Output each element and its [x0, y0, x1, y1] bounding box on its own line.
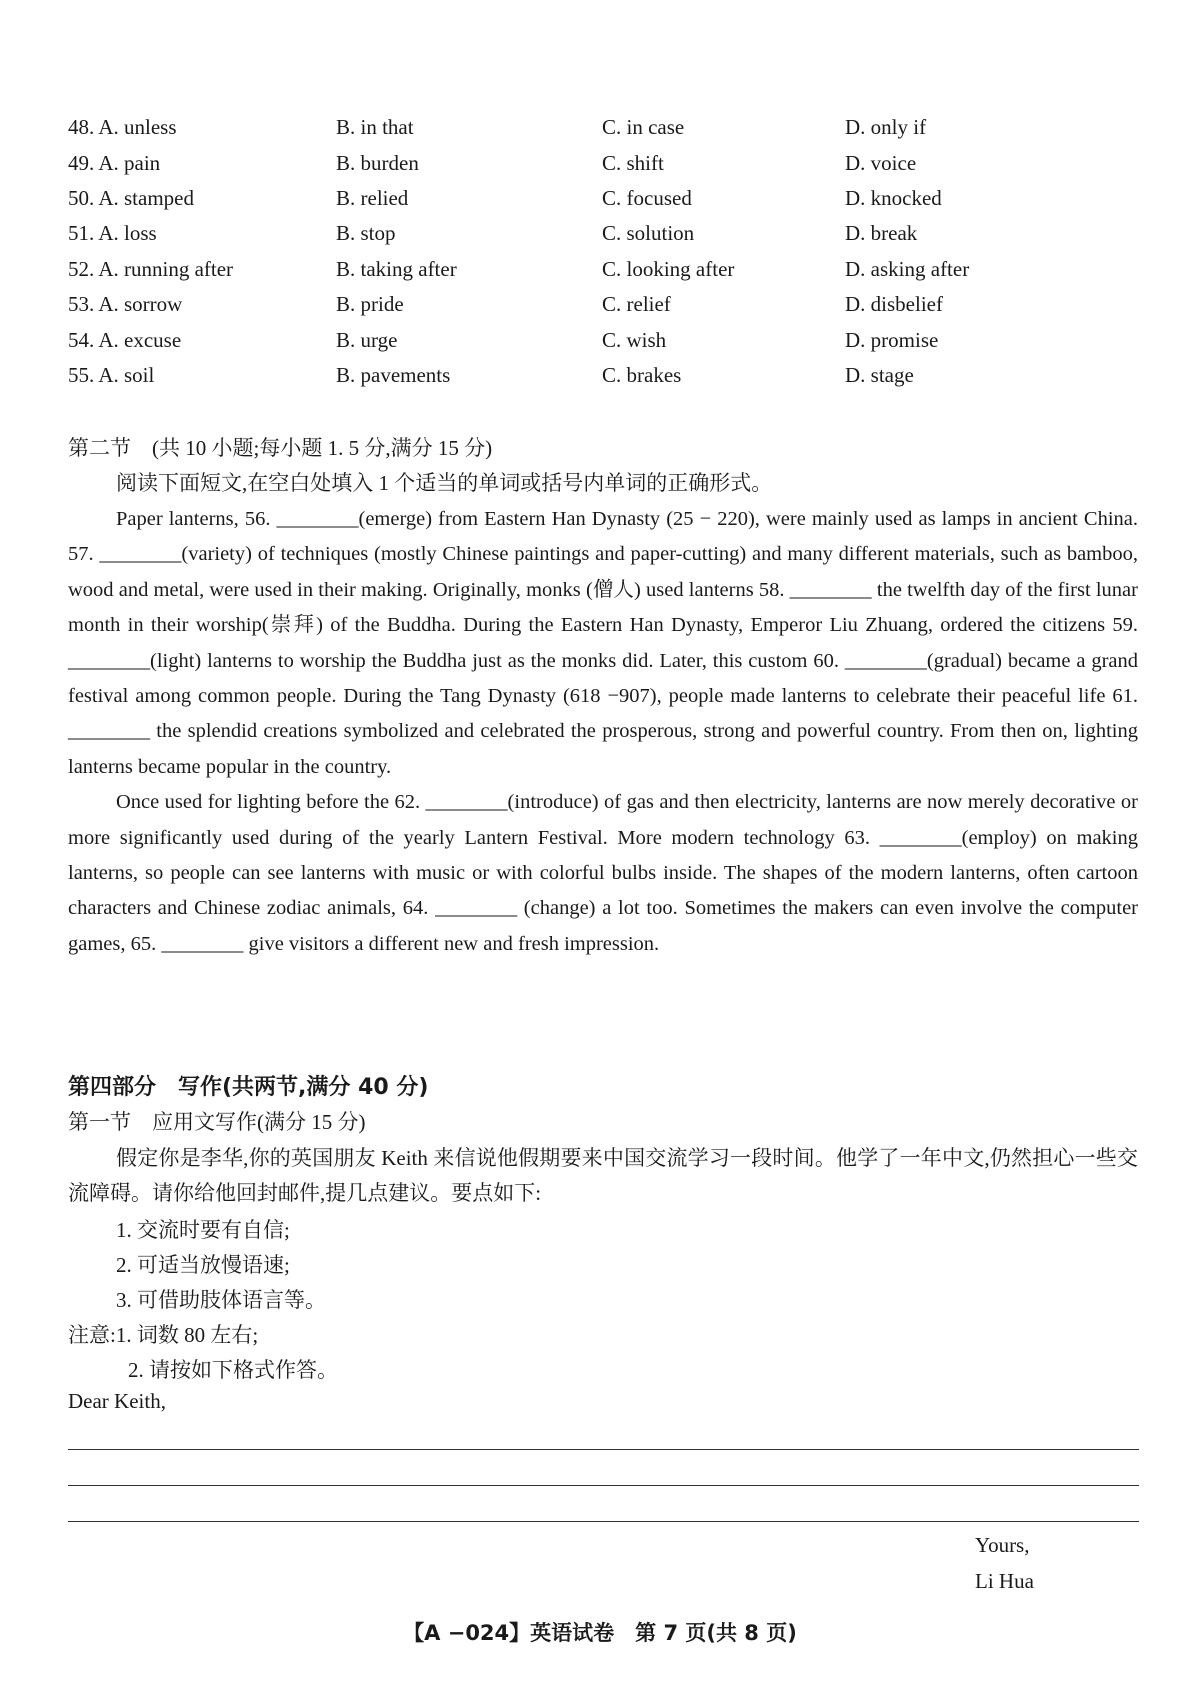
- letter-signature: Li Hua: [975, 1569, 1034, 1593]
- passage-paragraph-1: Paper lanterns, 56. ________(emerge) from Eastern Han Dynasty (25 − 220), were mainly used as lamps in ancient China. 57. ________(variety) of techniques (mostly Chinese paintings and paper-cutting) and many different materials, such as bamboo, wood and metal, were used in their making. Originally, monks (僧人) used lanterns 58. ________ the twelfth day of the first lunar month in their worship(崇拜) of the Buddha. During the Eastern Han Dynasty, Emperor Liu Zhuang, ordered the citizens 59. ________(light) lanterns to worship the Buddha just as the monks did. Later, this custom 60. ________(gradual) became a grand festival among common people. During the Tang Dynasty (618 −907), people made lanterns to celebrate their peaceful life 61. ________ the splendid creations symbolized and celebrated the prosperous, strong and powerful country. From then on, lighting lanterns became popular in the country.: [68, 508, 1138, 778]
- option-d: D. knocked: [845, 185, 942, 210]
- option-a: 54. A. excuse: [68, 327, 182, 352]
- section-2-heading: 第二节 (共 10 小题;每小题 1. 5 分,满分 15 分): [68, 436, 493, 460]
- option-d: D. asking after: [845, 256, 970, 281]
- option-d: D. voice: [845, 150, 917, 175]
- option-c: C. relief: [602, 292, 671, 317]
- letter-closing: Yours,: [975, 1533, 1030, 1557]
- option-b: B. relied: [336, 185, 409, 210]
- option-d: D. disbelief: [845, 292, 943, 317]
- option-d: D. promise: [845, 327, 939, 352]
- writing-prompt: 假定你是李华,你的英国朋友 Keith 来信说他假期要来中国交流学习一段时间。他学了一年中文,仍然担心一些交流障碍。请你给他回封邮件,提几点建议。要点如下:: [68, 1146, 1138, 1206]
- option-a: 53. A. sorrow: [68, 292, 183, 317]
- option-row-48: [68, 110, 1148, 145]
- option-c: C. looking after: [602, 256, 735, 281]
- option-d: D. stage: [845, 362, 914, 387]
- option-c: C. wish: [602, 327, 667, 352]
- option-b: B. in that: [336, 115, 414, 140]
- option-c: C. in case: [602, 115, 685, 140]
- option-d: D. break: [845, 221, 918, 246]
- option-b: B. burden: [336, 150, 419, 175]
- option-d: D. only if: [845, 115, 927, 140]
- option-a: 49. A. pain: [68, 150, 161, 175]
- part-4-section-1-heading: 第一节 应用文写作(满分 15 分): [68, 1110, 366, 1134]
- writing-note-2: 2. 请按如下格式作答。: [128, 1358, 338, 1382]
- page-footer: 【A −024】英语试卷 第 7 页(共 8 页): [403, 1621, 797, 1645]
- option-a: 50. A. stamped: [68, 185, 194, 210]
- cloze-passage: [68, 502, 1138, 962]
- answer-line[interactable]: [68, 1485, 1139, 1486]
- option-row-53: [68, 287, 1148, 322]
- option-row-51: [68, 216, 1148, 251]
- option-a: 51. A. loss: [68, 221, 157, 246]
- option-c: C. focused: [602, 185, 692, 210]
- option-row-55: [68, 358, 1148, 393]
- writing-point-3: 3. 可借助肢体语言等。: [116, 1288, 326, 1312]
- option-b: B. pavements: [336, 362, 451, 387]
- part-4-heading: 第四部分 写作(共两节,满分 40 分): [68, 1075, 429, 1100]
- letter-greeting: Dear Keith,: [68, 1389, 166, 1413]
- writing-point-1: 1. 交流时要有自信;: [116, 1218, 290, 1242]
- option-row-54: [68, 322, 1148, 357]
- option-row-50: [68, 181, 1148, 216]
- option-row-52: [68, 252, 1148, 287]
- section-2-instruction: 阅读下面短文,在空白处填入 1 个适当的单词或括号内单词的正确形式。: [116, 471, 773, 495]
- option-c: C. shift: [602, 150, 664, 175]
- option-b: B. pride: [336, 292, 404, 317]
- option-b: B. urge: [336, 327, 398, 352]
- option-c: C. solution: [602, 221, 695, 246]
- option-c: C. brakes: [602, 362, 682, 387]
- writing-note-1: 注意:1. 词数 80 左右;: [68, 1323, 259, 1347]
- option-row-49: [68, 145, 1148, 180]
- writing-point-2: 2. 可适当放慢语速;: [116, 1253, 290, 1277]
- option-b: B. stop: [336, 221, 396, 246]
- option-a: 52. A. running after: [68, 256, 234, 281]
- option-table: [68, 110, 1148, 393]
- option-a: 55. A. soil: [68, 362, 155, 387]
- answer-line[interactable]: [68, 1449, 1139, 1450]
- option-a: 48. A. unless: [68, 115, 177, 140]
- answer-line[interactable]: [68, 1521, 1139, 1522]
- passage-paragraph-2: Once used for lighting before the 62. ________(introduce) of gas and then electricity, lanterns are now merely decorative or more significantly used during of the yearly Lantern Festival. More modern technology 63. ________(employ) on making lanterns, so people can see lanterns with music or with colorful bulbs inside. The shapes of the modern lanterns, often cartoon characters and Chinese zodiac animals, 64. ________ (change) a lot too. Sometimes the makers can even involve the computer games, 65. ________ give visitors a different new and fresh impression.: [68, 791, 1138, 955]
- option-b: B. taking after: [336, 256, 457, 281]
